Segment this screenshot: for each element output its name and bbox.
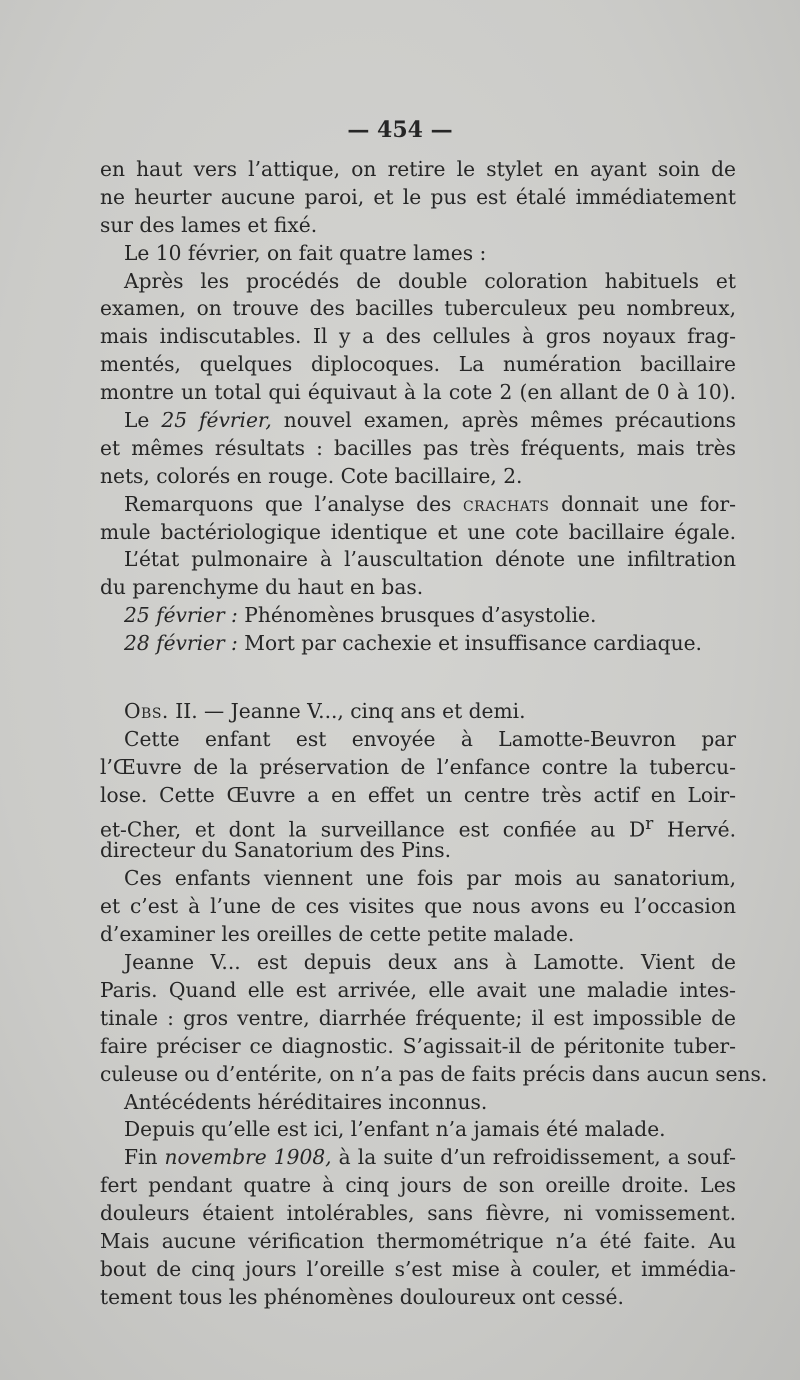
text-line: fert pendant quatre à cinq jours de son oreille droite. Les — [100, 1173, 736, 1198]
body-text — [100, 156, 768, 1312]
text-segment: donnait une for- — [549, 491, 736, 516]
text-segment: Le — [124, 408, 162, 433]
text-segment: II. — Jeanne V..., cinq ans et demi. — [168, 699, 526, 724]
text-line: sur des lames et fixé. — [100, 212, 318, 237]
text-line: Le 10 février, on fait quatre lames : — [124, 240, 487, 265]
text-segment: et-Cher, et dont la surveillance est confiée au D — [100, 817, 646, 842]
small-caps-term: crachats — [462, 491, 550, 516]
text-line: tinale : gros ventre, diarrhée fréquente; il est impossible de — [100, 1005, 736, 1030]
text-line: lose. Cette Œuvre a en effet un centre très actif en Loir- — [100, 782, 736, 807]
text-segment: Fin — [124, 1145, 165, 1170]
text-segment: nouvel examen, après mêmes précautions — [271, 408, 736, 433]
text-line: en haut vers l’attique, on retire le stylet en ayant soin de — [100, 157, 736, 181]
text-line: montre un total qui équivaut à la cote 2 (en allant de 0 à 10). — [100, 380, 736, 405]
text-line: directeur du Sanatorium des Pins. — [100, 838, 452, 863]
text-segment: Mort par cachexie et insuffisance cardiaque. — [237, 631, 702, 656]
text-line: et mêmes résultats : bacilles pas très fréquents, mais très — [100, 435, 736, 460]
text-line: ne heurter aucune paroi, et le pus est étalé immédiatement — [100, 184, 736, 209]
text-line — [100, 407, 736, 435]
text-line — [100, 491, 736, 519]
text-line — [100, 602, 736, 630]
date-italic: 28 février : — [124, 631, 238, 656]
text-line: bout de cinq jours l’oreille s’est mise à couler, et immédia- — [100, 1256, 736, 1281]
page-number: — 454 — — [347, 117, 453, 143]
text-line — [100, 810, 737, 842]
text-line: du parenchyme du haut en bas. — [100, 575, 424, 600]
text-line: mentés, quelques diplocoques. La numération bacillaire — [100, 352, 736, 377]
small-caps-term: Obs. — [124, 699, 169, 724]
text-segment: Remarquons que l’analyse des — [124, 491, 463, 516]
text-segment: à la suite d’un refroidissement, a souf- — [331, 1145, 736, 1170]
text-line: Mais aucune vérification thermométrique n’a été faite. Au — [100, 1228, 736, 1253]
text-line: mule bactériologique identique et une cote bacillaire égale. — [100, 519, 736, 544]
date-italic: 25 février : — [124, 603, 238, 628]
text-line — [100, 1144, 736, 1172]
observation-heading — [100, 698, 736, 726]
text-segment: Phénomènes brusques d’asystolie. — [237, 603, 597, 628]
text-line — [100, 630, 736, 658]
text-line: Antécédents héréditaires inconnus. — [124, 1089, 488, 1114]
text-segment: Hervé. — [653, 817, 737, 842]
text-line: Ces enfants viennent une fois par mois au sanatorium, — [124, 866, 736, 891]
section-gap — [100, 658, 736, 698]
text-line: culeuse ou d’entérite, on n’a pas de faits précis dans aucun sens. — [100, 1061, 768, 1086]
text-line: d’examiner les oreilles de cette petite malade. — [100, 922, 575, 947]
text-line: examen, on trouve des bacilles tuberculeux peu nombreux, — [100, 296, 736, 321]
date-italic: novembre 1908, — [164, 1145, 332, 1170]
text-line: faire préciser ce diagnostic. S’agissait-il de péritonite tuber- — [100, 1033, 736, 1058]
text-line: l’Œuvre de la préservation de l’enfance contre la tubercu- — [100, 754, 736, 779]
text-line: Paris. Quand elle est arrivée, elle avait une maladie intes- — [100, 977, 736, 1002]
text-line: douleurs étaient intolérables, sans fièvre, ni vomissement. — [100, 1201, 736, 1226]
text-line: tement tous les phénomènes douloureux ont cessé. — [100, 1284, 624, 1309]
text-line: L’état pulmonaire à l’auscultation dénote une infiltration — [124, 547, 736, 572]
text-line: et c’est à l’une de ces visites que nous avons eu l’occasion — [100, 894, 736, 919]
text-line: Jeanne V... est depuis deux ans à Lamotte. Vient de — [124, 950, 736, 975]
text-line: Depuis qu’elle est ici, l’enfant n’a jamais été malade. — [124, 1117, 666, 1142]
text-line: nets, colorés en rouge. Cote bacillaire, 2. — [100, 463, 523, 488]
date-italic: 25 février, — [161, 408, 272, 433]
superscript: r — [645, 812, 654, 833]
text-line: mais indiscutables. Il y a des cellules à gros noyaux frag- — [100, 324, 736, 349]
text-line: Après les procédés de double coloration habituels et — [124, 268, 736, 293]
text-line: Cette enfant est envoyée à Lamotte-Beuvron par — [124, 726, 736, 751]
